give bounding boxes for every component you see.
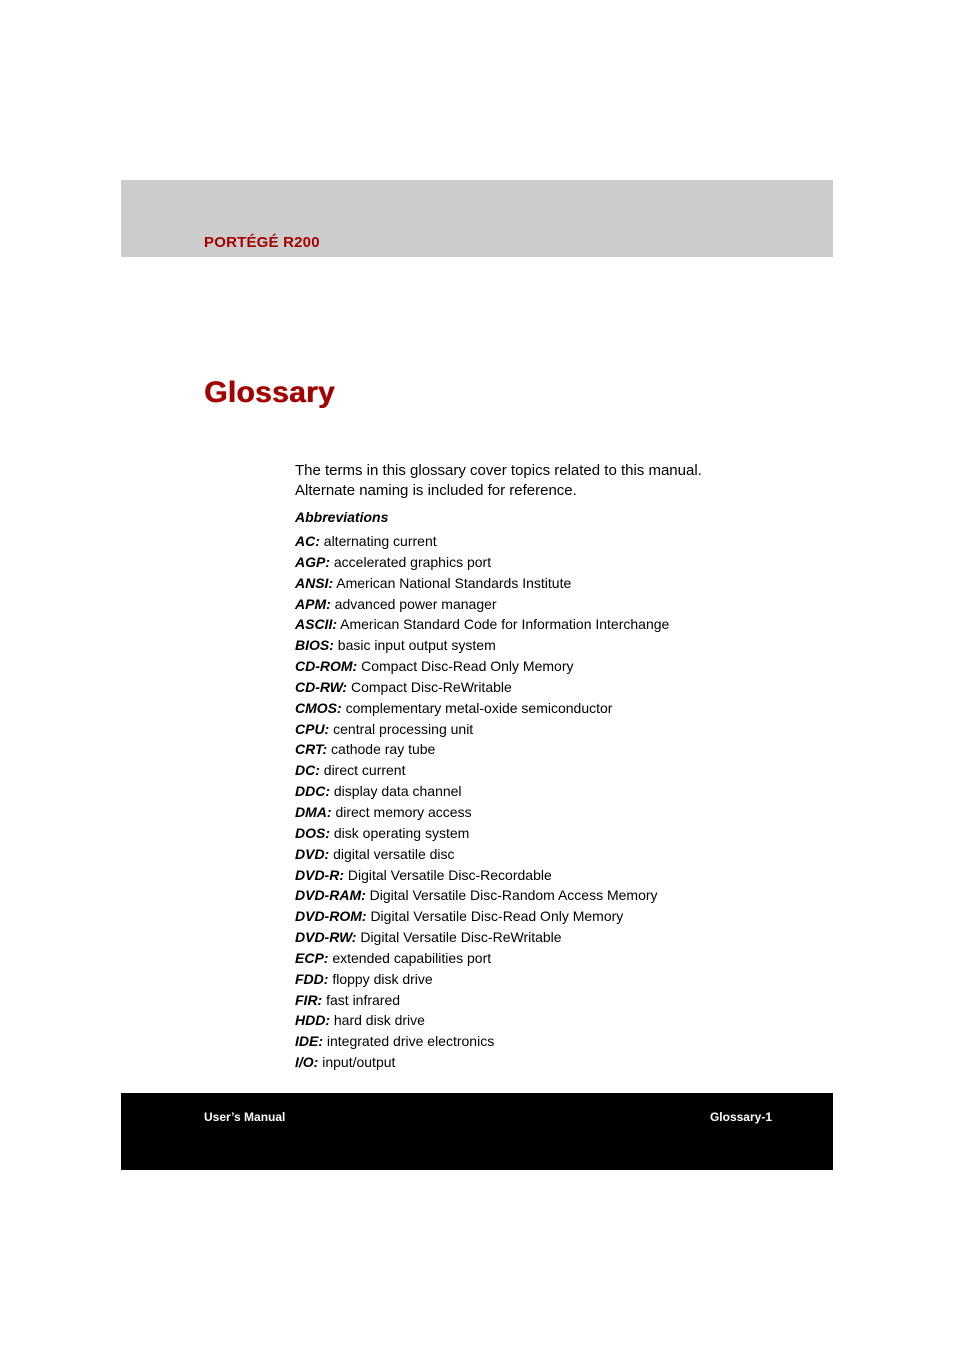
product-name: PORTÉGÉ R200 — [204, 234, 320, 251]
abbr-term: HDD: — [295, 1012, 330, 1029]
abbr-definition: cathode ray tube — [331, 741, 436, 758]
list-item — [295, 677, 669, 698]
abbr-definition: American National Standards Institute — [336, 574, 572, 591]
abbr-definition: accelerated graphics port — [333, 553, 492, 570]
abbr-definition: central processing unit — [333, 720, 474, 737]
abbr-term: APM: — [295, 595, 331, 612]
list-item — [295, 552, 669, 573]
abbr-term: ANSI: — [295, 574, 334, 591]
list-item — [295, 739, 669, 760]
abbr-term: CD-ROM: — [295, 658, 358, 675]
abbr-term: DVD: — [295, 845, 330, 862]
footer-manual-label: User’s Manual — [204, 1110, 286, 1124]
list-item — [295, 573, 669, 594]
abbr-definition: Digital Versatile Disc-Recordable — [347, 866, 552, 883]
abbr-term: DVD-ROM: — [295, 908, 367, 925]
list-item — [295, 594, 669, 615]
list-item — [295, 802, 669, 823]
abbr-definition: hard disk drive — [333, 1012, 425, 1029]
abbr-definition: disk operating system — [333, 824, 470, 841]
list-item — [295, 927, 669, 948]
abbreviations-list — [295, 531, 669, 1073]
abbr-definition: Compact Disc-ReWritable — [351, 678, 512, 695]
abbr-definition: integrated drive electronics — [326, 1033, 495, 1050]
abbr-term: FDD: — [295, 970, 329, 987]
list-item — [295, 531, 669, 552]
abbr-definition: input/output — [322, 1054, 396, 1071]
abbr-term: AC: — [295, 533, 320, 549]
abbr-term: DVD-RW: — [295, 929, 357, 946]
list-item — [295, 948, 669, 969]
abbr-term: DMA: — [295, 803, 332, 820]
abbr-term: DC: — [295, 762, 320, 779]
abbr-definition: display data channel — [333, 783, 462, 800]
list-item — [295, 969, 669, 990]
abbr-term: CPU: — [295, 720, 330, 737]
footer-page-number: Glossary-1 — [709, 1110, 772, 1124]
abbr-term: CRT: — [295, 741, 328, 758]
abbr-definition: Compact Disc-Read Only Memory — [361, 658, 574, 675]
list-item — [295, 906, 669, 927]
abbr-term: DDC: — [295, 783, 330, 800]
abbr-term: CD-RW: — [295, 678, 348, 695]
list-item — [295, 885, 669, 906]
abbr-definition: alternating current — [323, 533, 437, 549]
abbr-definition: extended capabilities port — [332, 949, 492, 966]
abbr-term: DOS: — [295, 824, 330, 841]
abbr-term: IDE: — [295, 1033, 323, 1050]
list-item — [295, 760, 669, 781]
abbr-definition: Digital Versatile Disc-Read Only Memory — [370, 908, 624, 925]
abbr-definition: fast infrared — [326, 991, 401, 1008]
abbr-definition: floppy disk drive — [332, 970, 433, 987]
abbr-term: BIOS: — [295, 637, 334, 654]
footer-band — [121, 1093, 833, 1170]
abbr-term: DVD-RAM: — [295, 887, 366, 904]
abbr-term: AGP: — [295, 553, 330, 570]
abbr-term: ASCII: — [295, 616, 337, 633]
list-item — [295, 698, 669, 719]
abbr-term: DVD-R: — [295, 866, 344, 883]
abbr-definition: advanced power manager — [334, 595, 497, 612]
list-item — [295, 614, 669, 635]
abbr-definition: American Standard Code for Information Interchange — [340, 616, 670, 633]
list-item — [295, 823, 669, 844]
abbr-definition: digital versatile disc — [333, 845, 455, 862]
list-item — [295, 781, 669, 802]
page-title: Glossary — [204, 376, 335, 409]
abbr-term: I/O: — [295, 1054, 319, 1071]
intro-line-1: The terms in this glossary cover topics related to this manual. — [295, 462, 702, 479]
abbr-term: ECP: — [295, 949, 329, 966]
list-item — [295, 719, 669, 740]
intro-line-2: Alternate naming is included for reference. — [295, 481, 577, 499]
list-item — [295, 1052, 669, 1073]
list-item — [295, 1010, 669, 1031]
list-item — [295, 1031, 669, 1052]
header-band — [121, 180, 833, 257]
list-item — [295, 635, 669, 656]
abbr-definition: basic input output system — [337, 637, 496, 654]
abbr-term: CMOS: — [295, 699, 342, 716]
list-item — [295, 990, 669, 1011]
list-item — [295, 656, 669, 677]
list-item — [295, 865, 669, 886]
abbr-definition: Digital Versatile Disc-ReWritable — [360, 929, 562, 946]
abbr-term: FIR: — [295, 991, 323, 1008]
list-item — [295, 844, 669, 865]
intro-text — [295, 461, 815, 500]
abbr-definition: Digital Versatile Disc-Random Access Memory — [369, 887, 658, 904]
section-heading-abbreviations: Abbreviations — [295, 509, 389, 525]
abbr-definition: complementary metal-oxide semiconductor — [345, 699, 613, 716]
abbr-definition: direct memory access — [335, 803, 472, 820]
abbr-definition: direct current — [323, 762, 406, 779]
